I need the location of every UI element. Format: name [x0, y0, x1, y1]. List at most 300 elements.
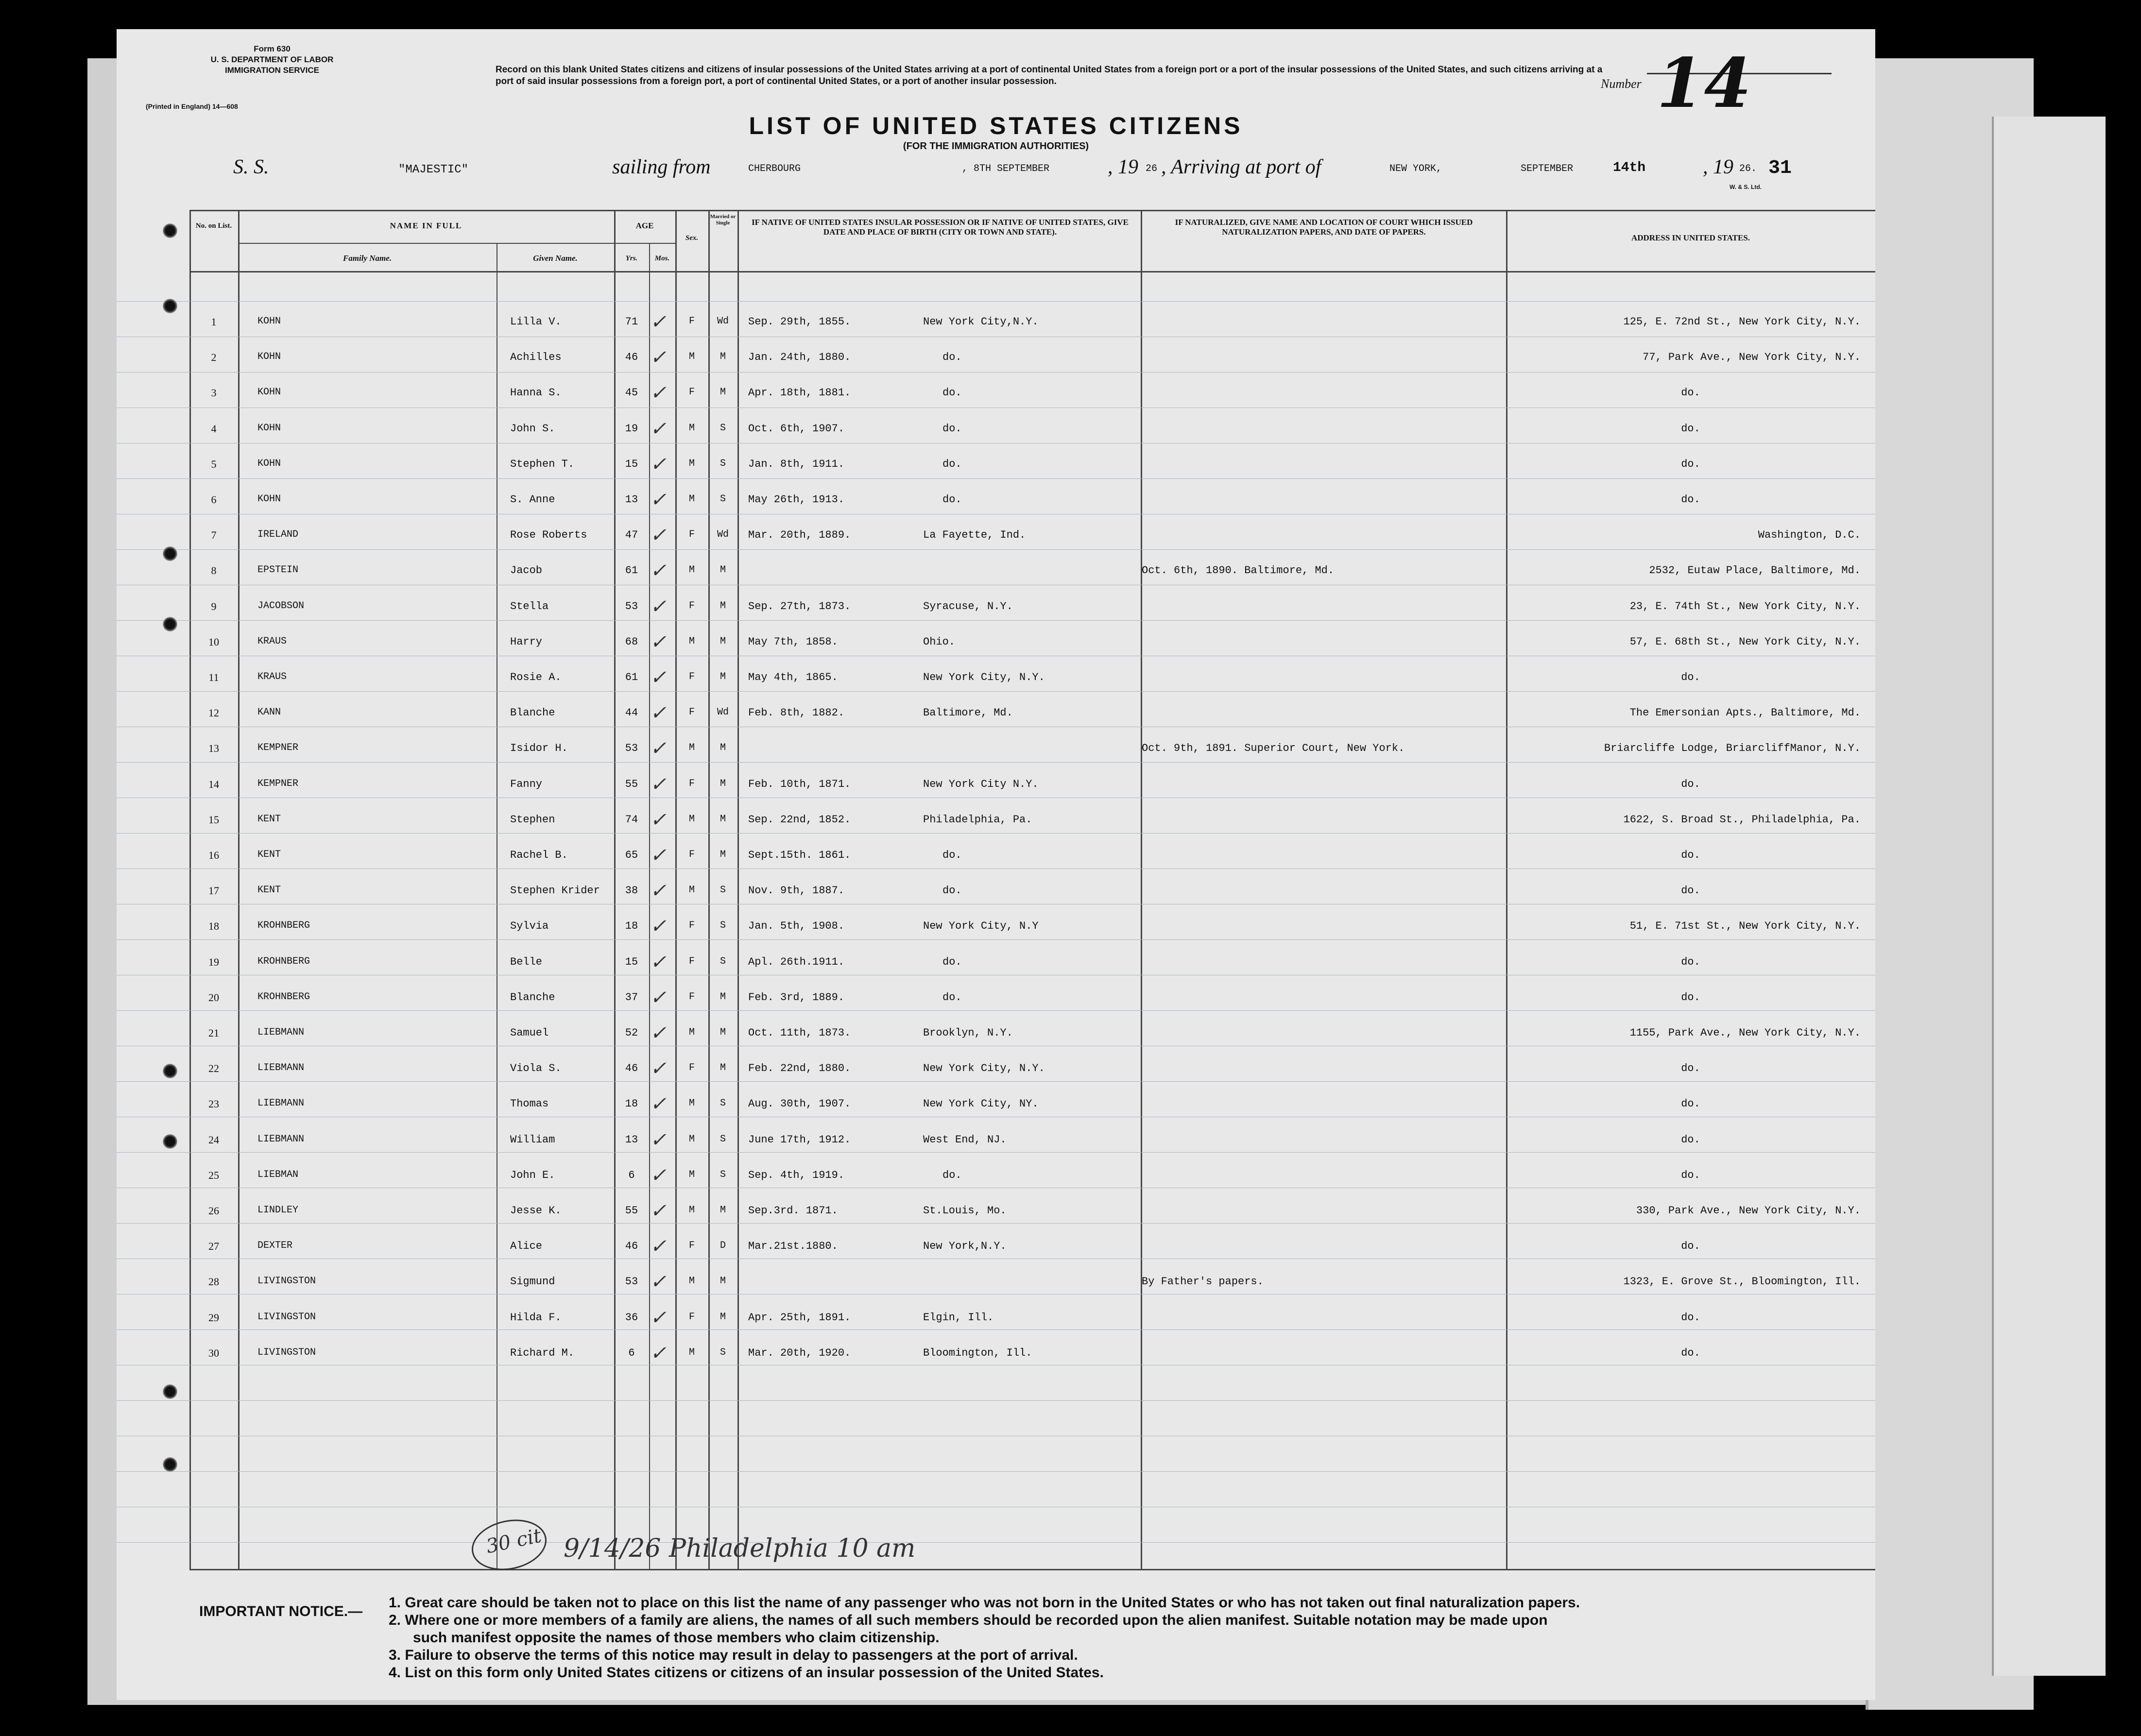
given-name: Fanny [510, 778, 543, 790]
given-name: Stephen Krider [510, 885, 600, 897]
sex: F [688, 955, 695, 967]
given-name: Blanche [510, 707, 555, 719]
marital-status: D [719, 1240, 726, 1252]
row-number: 28 [208, 1276, 219, 1288]
marital-status: S [719, 920, 726, 932]
table-row [117, 666, 1875, 691]
address: do. [1681, 991, 1700, 1004]
table-row [117, 844, 1875, 868]
age-years: 53 [625, 1276, 638, 1288]
marital-status: M [719, 778, 726, 789]
ruled-line [117, 372, 1875, 373]
family-name: LIVINGSTON [257, 1311, 316, 1323]
marital-status: M [719, 387, 726, 398]
family-name: IRELAND [257, 529, 299, 541]
given-name: Rose Roberts [510, 529, 587, 542]
col-no: No. on List. [195, 222, 232, 230]
age-years: 13 [625, 1133, 638, 1146]
sail-year-prefix: , 19 [1108, 156, 1138, 178]
address: Washington, D.C. [1758, 529, 1861, 542]
family-name: LIVINGSTON [257, 1346, 316, 1358]
birth-date: Oct. 6th, 1907. [748, 422, 845, 435]
marital-status: M [719, 991, 726, 1003]
given-name: Jesse K. [510, 1205, 562, 1217]
family-name: LIEBMAN [257, 1169, 299, 1180]
table-row [117, 1235, 1875, 1259]
address: do. [1681, 885, 1700, 897]
age-years: 44 [625, 707, 638, 719]
given-name: S. Anne [510, 494, 555, 506]
age-years: 53 [625, 742, 638, 755]
arrive-year-prefix: , 19 [1703, 156, 1733, 178]
intro-text: Record on this blank United States citizens and citizens of insular possessions of the United States arriving at a port of continental United States from a foreign port or a port of the insular possessions of the United States, and such citizens arriving at a port of said insular possessions from a foreign port, a port of continental United States, or a port of another insular possession. [496, 65, 1603, 86]
arriving-label: , Arriving at port of [1161, 156, 1321, 178]
birth-place: New York City,N.Y. [923, 316, 1039, 328]
given-name: Alice [510, 1240, 543, 1253]
birth-date: Aug. 30th, 1907. [748, 1098, 851, 1110]
handwritten-note: 9/14/26 Philadelphia 10 am [564, 1534, 916, 1563]
family-name: KANN [257, 707, 281, 718]
row-number: 13 [208, 742, 219, 755]
check-mark-icon: ✓ [650, 808, 667, 831]
table-row [117, 1093, 1875, 1117]
address: 57, E. 68th St., New York City, N.Y. [1629, 635, 1861, 648]
check-mark-icon: ✓ [650, 773, 667, 796]
birth-date: Apr. 25th, 1891. [748, 1311, 851, 1324]
family-name: EPSTEIN [257, 564, 299, 576]
marital-status: M [719, 1027, 726, 1038]
table-row [117, 382, 1875, 406]
birth-place: do. [942, 849, 962, 861]
sex: M [688, 1169, 695, 1180]
arrive-month: SEPTEMBER [1521, 163, 1574, 174]
birth-place: Brooklyn, N.Y. [923, 1027, 1013, 1039]
row-number: 3 [211, 387, 217, 399]
age-years: 15 [625, 458, 638, 470]
given-name: Samuel [510, 1027, 549, 1039]
marital-status: M [719, 1062, 726, 1074]
address: The Emersonian Apts., Baltimore, Md. [1629, 707, 1861, 719]
sex: M [688, 742, 695, 754]
ruled-line [117, 620, 1875, 621]
check-mark-icon: ✓ [650, 1164, 667, 1187]
table-row [117, 808, 1875, 833]
age-years: 6 [628, 1169, 635, 1181]
row-number: 12 [208, 707, 219, 719]
col-family-name: Family Name. [343, 254, 392, 263]
marital-status: M [719, 742, 726, 754]
table-row [117, 417, 1875, 442]
age-years: 45 [625, 387, 638, 399]
sex: F [688, 1240, 695, 1252]
given-name: Sylvia [510, 920, 549, 933]
age-years: 18 [625, 1098, 638, 1110]
birth-place: Elgin, Ill. [923, 1311, 994, 1324]
birth-date: May 26th, 1913. [748, 494, 845, 506]
age-years: 74 [625, 813, 638, 826]
marital-status: Wd [717, 316, 729, 327]
form-info [194, 44, 350, 76]
age-years: 46 [625, 351, 638, 364]
marital-status: S [719, 885, 726, 896]
family-name: LIEBMANN [257, 1027, 305, 1038]
sex: M [688, 635, 695, 647]
age-years: 61 [625, 564, 638, 577]
family-name: LIEBMANN [257, 1098, 305, 1109]
birth-place: do. [942, 1169, 962, 1181]
marital-status: M [719, 1205, 726, 1216]
table-row [117, 1164, 1875, 1189]
col-rule [649, 243, 650, 1570]
birth-place: Philadelphia, Pa. [923, 813, 1032, 826]
arrive-day: 14th [1613, 160, 1646, 175]
ruled-line [117, 1542, 1875, 1543]
sail-date: , 8TH SEPTEMBER [962, 163, 1050, 174]
check-mark-icon: ✓ [650, 524, 667, 547]
address: 125, E. 72nd St., New York City, N.Y. [1623, 316, 1861, 328]
sex: F [688, 1062, 695, 1074]
birth-date: Feb. 22nd, 1880. [748, 1062, 851, 1075]
row-number: 30 [208, 1346, 219, 1359]
given-name: Rachel B. [510, 849, 568, 861]
manifest-page [117, 29, 1875, 1700]
birth-place: do. [942, 422, 962, 435]
address: do. [1681, 494, 1700, 506]
given-name: Hanna S. [510, 387, 562, 399]
col-given-name: Given Name. [533, 254, 578, 263]
age-years: 65 [625, 849, 638, 861]
birth-place: Ohio. [923, 635, 956, 648]
birth-date: Mar. 20th, 1920. [748, 1346, 851, 1359]
check-mark-icon: ✓ [650, 489, 667, 511]
sex: F [688, 316, 695, 327]
family-name: LIEBMANN [257, 1062, 305, 1074]
table-row [117, 560, 1875, 584]
birth-date: June 17th, 1912. [748, 1133, 851, 1146]
naturalization: By Father's papers. [1142, 1276, 1264, 1288]
address: 2532, Eutaw Place, Baltimore, Md. [1649, 564, 1861, 577]
address: do. [1681, 1240, 1700, 1253]
sex: M [688, 813, 695, 825]
birth-place: St.Louis, Mo. [923, 1205, 1007, 1217]
given-name: Lilla V. [510, 316, 562, 328]
family-name: KOHN [257, 458, 281, 469]
check-mark-icon: ✓ [650, 1342, 667, 1364]
age-years: 47 [625, 529, 638, 542]
sex: F [688, 849, 695, 860]
row-number: 8 [211, 564, 217, 577]
ruled-line [117, 868, 1875, 869]
birth-date: Apr. 18th, 1881. [748, 387, 851, 399]
table-row [117, 1022, 1875, 1046]
address: do. [1681, 1346, 1700, 1359]
row-number: 11 [208, 671, 219, 683]
address: do. [1681, 955, 1700, 968]
given-name: Jacob [510, 564, 543, 577]
family-name: KRAUS [257, 635, 287, 647]
marital-status: S [719, 1098, 726, 1109]
row-number: 7 [211, 529, 217, 542]
row-number: 6 [211, 494, 217, 506]
family-name: KOHN [257, 316, 281, 327]
table-row [117, 346, 1875, 371]
address: 1622, S. Broad St., Philadelphia, Pa. [1623, 813, 1861, 826]
notice-item-2-cont: such manifest opposite the names of those members who claim citizenship. [413, 1630, 940, 1646]
birth-date: Nov. 9th, 1887. [748, 885, 845, 897]
service: IMMIGRATION SERVICE [225, 66, 319, 75]
sex: F [688, 920, 695, 932]
given-name: Thomas [510, 1098, 549, 1110]
punch-hole [163, 1457, 177, 1472]
row-number: 2 [211, 351, 217, 364]
table-row [117, 1271, 1875, 1295]
sex: M [688, 351, 695, 363]
given-name: William [510, 1133, 555, 1146]
family-name: KROHNBERG [257, 991, 310, 1003]
address: do. [1681, 387, 1700, 399]
age-years: 46 [625, 1062, 638, 1075]
table-row [117, 915, 1875, 939]
ruled-line [117, 1471, 1875, 1472]
marital-status: S [719, 422, 726, 434]
check-mark-icon: ✓ [650, 453, 667, 476]
row-number: 21 [208, 1027, 219, 1039]
birth-date: Sep. 22nd, 1852. [748, 813, 851, 826]
check-mark-icon: ✓ [650, 880, 667, 902]
ruled-line [117, 833, 1875, 834]
given-name: John E. [510, 1169, 555, 1181]
family-name: LINDLEY [257, 1205, 299, 1216]
family-name: KRAUS [257, 671, 287, 682]
address: do. [1681, 1062, 1700, 1075]
sex: M [688, 494, 695, 505]
marital-status: M [719, 1276, 726, 1287]
check-mark-icon: ✓ [650, 1271, 667, 1293]
birth-date: Mar. 20th, 1889. [748, 529, 851, 542]
family-name: KEMPNER [257, 778, 299, 789]
marital-status: M [719, 671, 726, 682]
birth-place: do. [942, 885, 962, 897]
address: 330, Park Ave., New York City, N.Y. [1636, 1205, 1861, 1217]
sex: F [688, 1311, 695, 1323]
given-name: Sigmund [510, 1276, 555, 1288]
age-years: 53 [625, 600, 638, 613]
check-mark-icon: ✓ [650, 1057, 667, 1080]
department: U. S. DEPARTMENT OF LABOR [210, 55, 334, 64]
table-row [117, 1342, 1875, 1366]
row-number: 19 [208, 955, 219, 968]
family-name: KENT [257, 885, 281, 896]
sex: M [688, 564, 695, 576]
birth-place: West End, NJ. [923, 1133, 1007, 1146]
table-row [117, 773, 1875, 798]
sex: F [688, 529, 695, 541]
birth-date: Feb. 8th, 1882. [748, 707, 845, 719]
table-row [117, 1306, 1875, 1331]
col-naturalized: IF NATURALIZED, GIVE NAME AND LOCATION OF COURT WHICH ISSUED NATURALIZATION PAPERS, AND DATE OF PAPERS. [1175, 218, 1473, 237]
sex: F [688, 671, 695, 682]
row-number: 20 [208, 991, 219, 1004]
given-name: Stephen T. [510, 458, 575, 470]
address: do. [1681, 422, 1700, 435]
family-name: KOHN [257, 351, 281, 363]
age-years: 19 [625, 422, 638, 435]
check-mark-icon: ✓ [650, 737, 667, 760]
age-years: 6 [628, 1346, 635, 1359]
col-address: ADDRESS IN UNITED STATES. [1631, 233, 1750, 242]
check-mark-icon: ✓ [650, 986, 667, 1009]
table-row [117, 951, 1875, 975]
age-years: 36 [625, 1311, 638, 1324]
age-years: 13 [625, 494, 638, 506]
address: do. [1681, 1311, 1700, 1324]
check-mark-icon: ✓ [650, 417, 667, 440]
marital-status: Wd [717, 707, 729, 718]
punch-hole [163, 1064, 177, 1078]
ship-name: "MAJESTIC" [398, 163, 469, 176]
check-mark-icon: ✓ [650, 951, 667, 973]
birth-date: Jan. 24th, 1880. [748, 351, 851, 364]
family-name: KEMPNER [257, 742, 299, 754]
ruled-line [117, 301, 1875, 302]
row-number: 1 [211, 316, 217, 328]
address: Briarcliffe Lodge, BriarcliffManor, N.Y. [1604, 742, 1861, 755]
col-age: AGE [635, 221, 654, 230]
ruled-line [117, 762, 1875, 763]
family-name: KROHNBERG [257, 955, 310, 967]
birth-date: Apl. 26th.1911. [748, 955, 845, 968]
col-mos: Mos. [654, 255, 670, 262]
birth-date: May 7th, 1858. [748, 635, 838, 648]
family-name: DEXTER [257, 1240, 293, 1252]
punch-hole [163, 1134, 177, 1149]
row-number: 10 [208, 635, 219, 648]
birth-place: Syracuse, N.Y. [923, 600, 1013, 613]
birth-place: do. [942, 955, 962, 968]
row-number: 25 [208, 1169, 219, 1181]
family-name: JACOBSON [257, 600, 305, 612]
naturalization: Oct. 9th, 1891. Superior Court, New York. [1142, 742, 1405, 755]
birth-date: Feb. 10th, 1871. [748, 778, 851, 790]
check-mark-icon: ✓ [650, 560, 667, 582]
birth-date: Oct. 11th, 1873. [748, 1027, 851, 1039]
col-birth: IF NATIVE OF UNITED STATES INSULAR POSSESSION OR IF NATIVE OF UNITED STATES, GIVE DATE AND PLACE OF BIRTH (CITY OR TOWN AND STATE). [752, 218, 1129, 237]
address: do. [1681, 1133, 1700, 1146]
ruled-line [117, 691, 1875, 692]
given-name: Viola S. [510, 1062, 562, 1075]
age-years: 71 [625, 316, 638, 328]
given-name: Hilda F. [510, 1311, 562, 1324]
birth-date: Jan. 8th, 1911. [748, 458, 845, 470]
age-years: 15 [625, 955, 638, 968]
arrive-year: 26. [1739, 163, 1757, 174]
birth-place: New York City, NY. [923, 1098, 1039, 1110]
birth-date: Sep. 27th, 1873. [748, 600, 851, 613]
age-years: 68 [625, 635, 638, 648]
birth-place: do. [942, 387, 962, 399]
check-mark-icon: ✓ [650, 382, 667, 405]
family-name: KOHN [257, 494, 281, 505]
port-to: NEW YORK, [1389, 163, 1442, 174]
row-number: 18 [208, 920, 219, 933]
check-mark-icon: ✓ [650, 666, 667, 689]
col-sex: Sex. [685, 234, 699, 242]
ruled-line [117, 478, 1875, 479]
check-mark-icon: ✓ [650, 702, 667, 725]
table-row [117, 880, 1875, 904]
birth-place: New York City, N.Y [923, 920, 1039, 933]
table-row [117, 737, 1875, 762]
punch-hole [163, 223, 177, 238]
sail-year: 26 [1146, 163, 1158, 174]
check-mark-icon: ✓ [650, 844, 667, 867]
family-name: KENT [257, 849, 281, 860]
notice-item-2: 2. Where one or more members of a family are aliens, the names of all such members should be recorded upon the alien manifest. Suitable notation may be made upon [389, 1612, 1548, 1628]
ruled-line [117, 1400, 1875, 1401]
address: do. [1681, 849, 1700, 861]
sex: F [688, 991, 695, 1003]
birth-place: do. [942, 458, 962, 470]
age-years: 37 [625, 991, 638, 1004]
row-number: 5 [211, 458, 217, 470]
birth-place: New York City N.Y. [923, 778, 1039, 790]
row-number: 29 [208, 1311, 219, 1324]
sex: M [688, 1098, 695, 1109]
sex: M [688, 422, 695, 434]
family-name: LIEBMANN [257, 1133, 305, 1145]
number-label: Number [1601, 77, 1642, 91]
notice-item-4: 4. List on this form only United States citizens or citizens of an insular possession of the United States. [389, 1665, 1104, 1681]
citizen-count: 30 cit [484, 1524, 544, 1558]
col-married: Married or Single [710, 214, 736, 226]
family-name: KROHNBERG [257, 920, 310, 932]
table-row [117, 489, 1875, 513]
birth-date: Feb. 3rd, 1889. [748, 991, 845, 1004]
form-number: Form 630 [254, 44, 291, 53]
check-mark-icon: ✓ [650, 1022, 667, 1044]
address: do. [1681, 1098, 1700, 1110]
table-row [117, 702, 1875, 726]
check-mark-icon: ✓ [650, 1306, 667, 1329]
birth-date: Sep. 4th, 1919. [748, 1169, 845, 1181]
printed-note: (Printed in England) 14—608 [146, 102, 238, 110]
given-name: Belle [510, 955, 543, 968]
row-number: 26 [208, 1205, 219, 1217]
address: do. [1681, 778, 1700, 790]
address: 1155, Park Ave., New York City, N.Y. [1629, 1027, 1861, 1039]
marital-status: Wd [717, 529, 729, 541]
subheader-rule [238, 243, 675, 244]
table-row [117, 1057, 1875, 1082]
birth-date: May 4th, 1865. [748, 671, 838, 683]
birth-place: Baltimore, Md. [923, 707, 1013, 719]
marital-status: M [719, 1311, 726, 1323]
address: 1323, E. Grove St., Bloomington, Ill. [1623, 1276, 1861, 1288]
marital-status: M [719, 351, 726, 363]
sex: F [688, 387, 695, 398]
sex: F [688, 600, 695, 612]
check-mark-icon: ✓ [650, 915, 667, 938]
birth-place: La Fayette, Ind. [923, 529, 1026, 542]
sex: M [688, 1027, 695, 1038]
check-mark-icon: ✓ [650, 1200, 667, 1222]
ruled-line [117, 549, 1875, 550]
check-mark-icon: ✓ [650, 311, 667, 333]
punch-hole [163, 546, 177, 561]
table-top-rule [189, 210, 1875, 211]
ss-label: S. S. [233, 156, 269, 178]
birth-place: do. [942, 991, 962, 1004]
